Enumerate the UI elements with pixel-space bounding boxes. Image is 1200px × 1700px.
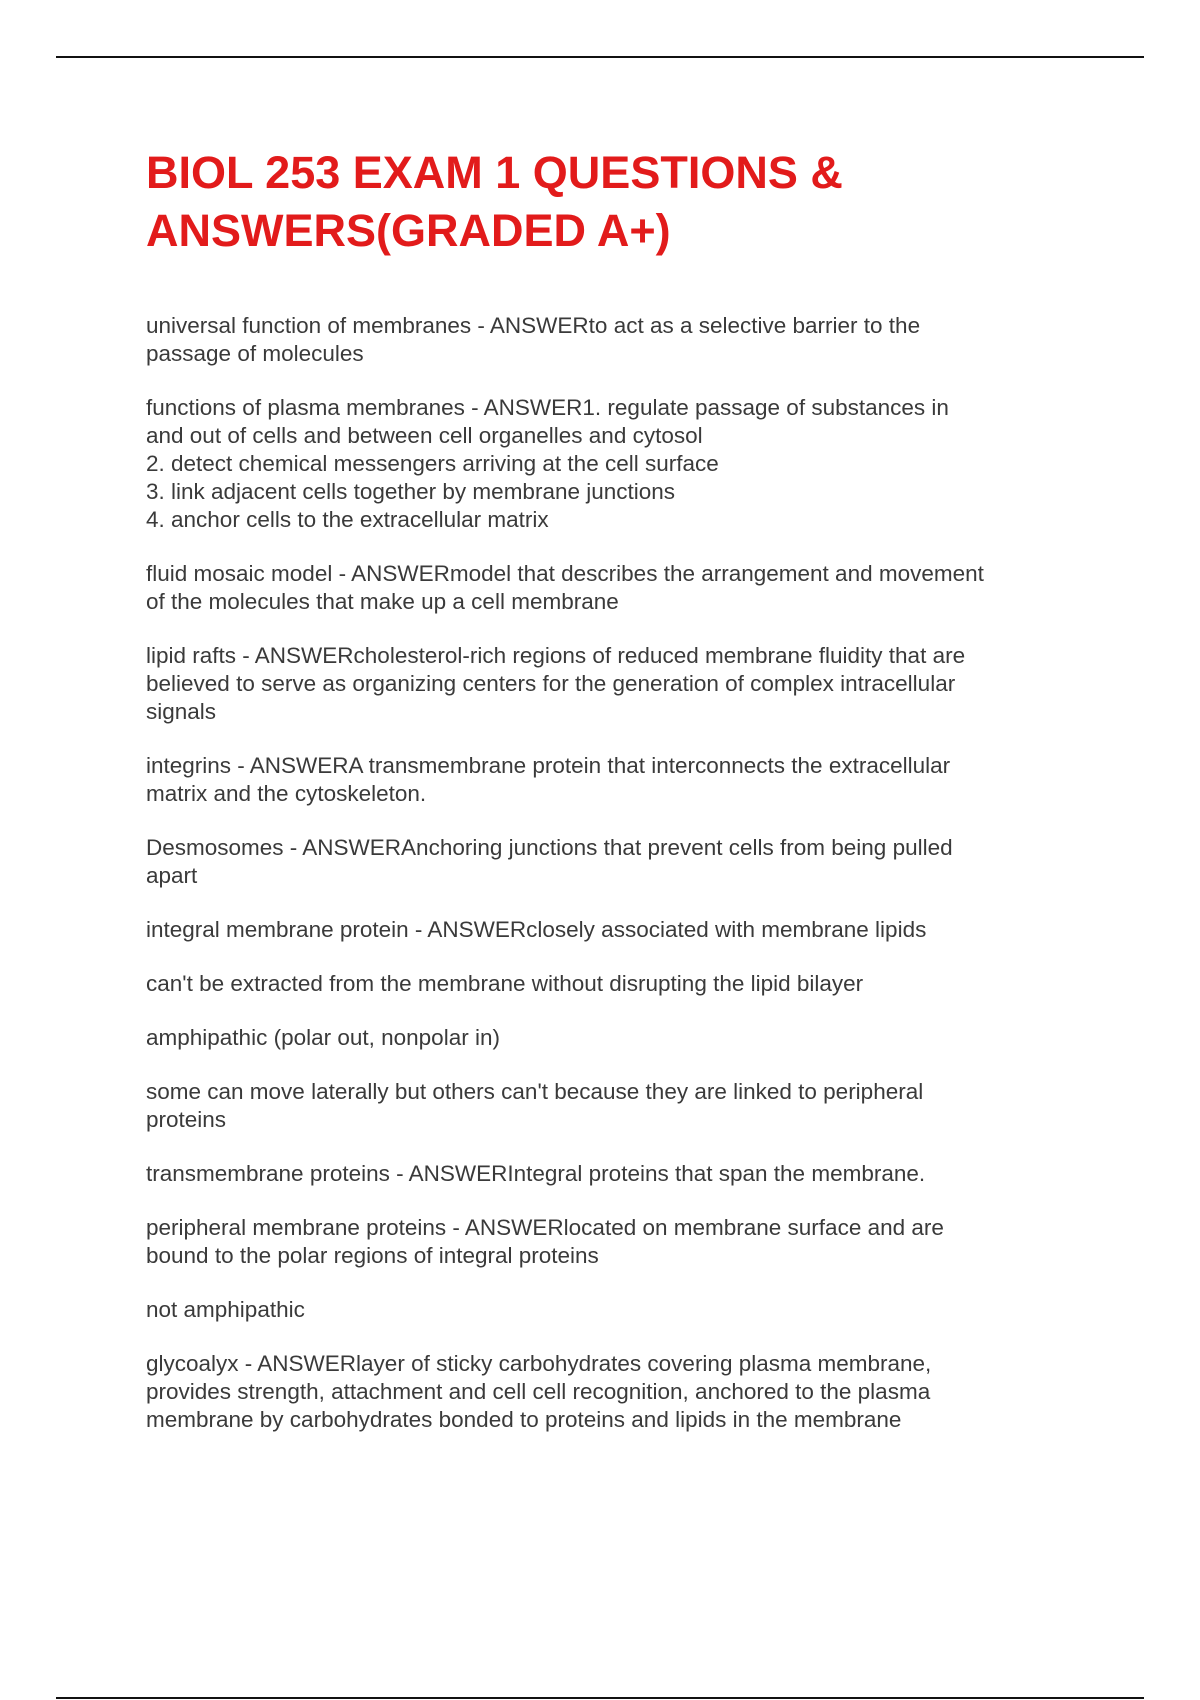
qa-entry <box>146 394 1066 534</box>
qa-entry <box>146 560 1066 616</box>
qa-entry-line: universal function of membranes - ANSWERto act as a selective barrier to the <box>146 313 921 338</box>
qa-entry-line: can't be extracted from the membrane without disrupting the lipid bilayer <box>146 971 864 996</box>
qa-entry-line: proteins <box>146 1107 227 1132</box>
qa-entry <box>146 1214 1066 1270</box>
qa-entry <box>146 970 1066 998</box>
qa-entry-line: transmembrane proteins - ANSWERIntegral proteins that span the membrane. <box>146 1161 926 1186</box>
qa-list <box>146 312 1066 1460</box>
qa-entry-line: passage of molecules <box>146 341 364 366</box>
top-rule <box>56 56 1144 58</box>
qa-entry <box>146 312 1066 368</box>
qa-entry <box>146 834 1066 890</box>
qa-entry-line: 4. anchor cells to the extracellular matrix <box>146 507 549 532</box>
qa-entry-line: fluid mosaic model - ANSWERmodel that describes the arrangement and movement <box>146 561 984 586</box>
qa-entry-line: lipid rafts - ANSWERcholesterol-rich regions of reduced membrane fluidity that are <box>146 643 966 668</box>
qa-entry-line: amphipathic (polar out, nonpolar in) <box>146 1025 500 1050</box>
qa-entry-line: integral membrane protein - ANSWERclosely associated with membrane lipids <box>146 917 927 942</box>
qa-entry-line: glycoalyx - ANSWERlayer of sticky carbohydrates covering plasma membrane, <box>146 1351 932 1376</box>
qa-entry-line: peripheral membrane proteins - ANSWERlocated on membrane surface and are <box>146 1215 944 1240</box>
qa-entry <box>146 752 1066 808</box>
title-line-2: ANSWERS(GRADED A+) <box>146 205 671 256</box>
qa-entry-line: signals <box>146 699 217 724</box>
qa-entry-line: 3. link adjacent cells together by membrane junctions <box>146 479 676 504</box>
qa-entry-line: some can move laterally but others can't because they are linked to peripheral <box>146 1079 924 1104</box>
qa-entry-line: and out of cells and between cell organelles and cytosol <box>146 423 703 448</box>
qa-entry-line: bound to the polar regions of integral proteins <box>146 1243 599 1268</box>
qa-entry <box>146 916 1066 944</box>
qa-entry-line: 2. detect chemical messengers arriving at the cell surface <box>146 451 719 476</box>
qa-entry <box>146 642 1066 726</box>
qa-entry <box>146 1024 1066 1052</box>
qa-entry-line: not amphipathic <box>146 1297 305 1322</box>
qa-entry <box>146 1078 1066 1134</box>
qa-entry-line: of the molecules that make up a cell membrane <box>146 589 619 614</box>
qa-entry-line: Desmosomes - ANSWERAnchoring junctions that prevent cells from being pulled <box>146 835 953 860</box>
qa-entry <box>146 1296 1066 1324</box>
qa-entry-line: provides strength, attachment and cell cell recognition, anchored to the plasma <box>146 1379 931 1404</box>
qa-entry <box>146 1160 1066 1188</box>
title-line-1: BIOL 253 EXAM 1 QUESTIONS & <box>146 147 843 198</box>
bottom-rule <box>56 1697 1144 1699</box>
qa-entry-line: apart <box>146 863 198 888</box>
qa-entry <box>146 1350 1066 1434</box>
qa-entry-line: membrane by carbohydrates bonded to proteins and lipids in the membrane <box>146 1407 902 1432</box>
qa-entry-line: believed to serve as organizing centers for the generation of complex intracellular <box>146 671 956 696</box>
qa-entry-line: matrix and the cytoskeleton. <box>146 781 427 806</box>
qa-entry-line: functions of plasma membranes - ANSWER1. regulate passage of substances in <box>146 395 949 420</box>
document-title <box>146 144 1076 260</box>
qa-entry-line: integrins - ANSWERA transmembrane protein that interconnects the extracellular <box>146 753 951 778</box>
